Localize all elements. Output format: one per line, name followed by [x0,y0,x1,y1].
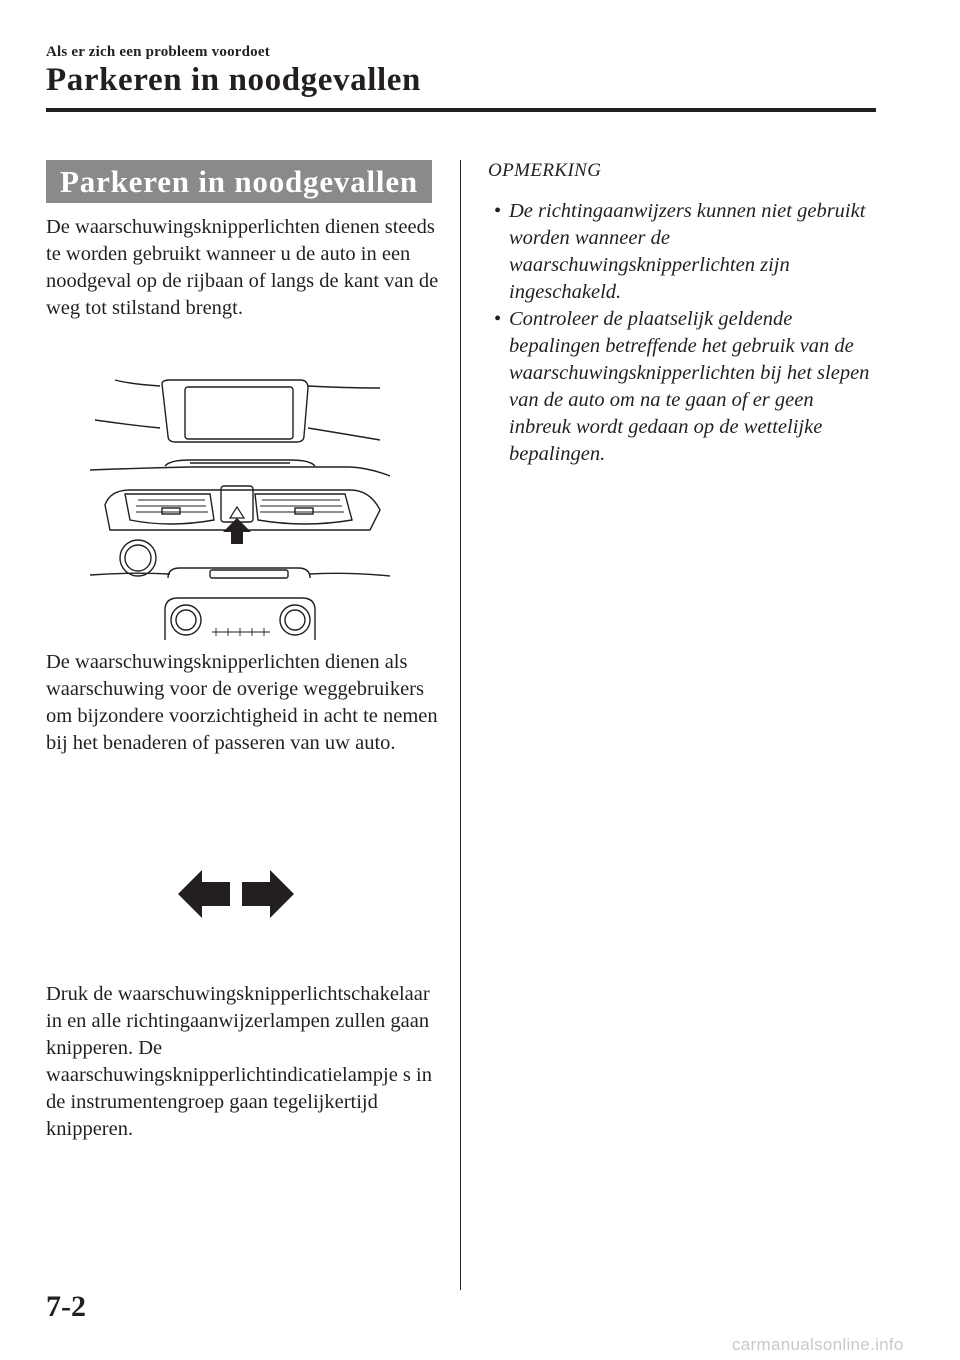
dashboard-hazard-switch-illustration [90,370,390,640]
paragraph-intro: De waarschuwingsknipperlichten dienen steeds te worden gebruikt wanneer u de auto in een noodgeval op de rijbaan of langs de kant van de weg tot stilstand brengt. [46,216,439,319]
note-item-text: Controleer de plaatselijk geldende bepalingen betreffende het gebruik van de waarschuwingsknipperlichten bij het slepen van de auto om na te gaan of er geen inbreuk wordt gedaan op de wettelijke bepalingen. [509,308,870,465]
page-title: Parkeren in noodgevallen [46,62,421,98]
left-arrow-icon [178,870,230,918]
bullet-icon: • [494,200,502,222]
page-number: 7-2 [46,1290,86,1323]
turn-signal-arrows-icon [178,868,294,920]
bullet-icon: • [494,308,502,330]
chapter-label: Als er zich een probleem voordoet [46,44,270,60]
note-item-text: De richtingaanwijzers kunnen niet gebruikt worden wanneer de waarschuwingsknipperlichten zijn ingeschakeld. [509,200,866,303]
note-item [490,306,880,468]
note-item [490,198,880,306]
note-list [490,198,880,468]
note-heading: OPMERKING [488,160,602,181]
section-banner: Parkeren in noodgevallen [46,160,432,203]
watermark: carmanualsonline.info [732,1335,904,1354]
right-arrow-icon [242,870,294,918]
paragraph-instruction: Druk de waarschuwingsknipperlichtschakelaar in en alle richtingaanwijzerlampen zullen gaan knipperen. De waarschuwingsknipperlichtindicatielampje s in de instrumentengroep gaan tegelijkertijd knipperen. [46,983,432,1140]
column-divider [460,160,461,1290]
header-rule [46,108,876,112]
paragraph-warning: De waarschuwingsknipperlichten dienen als waarschuwing voor de overige weggebruikers om bijzondere voorzichtigheid in acht te nemen bij het benaderen of passeren van uw auto. [46,651,438,754]
